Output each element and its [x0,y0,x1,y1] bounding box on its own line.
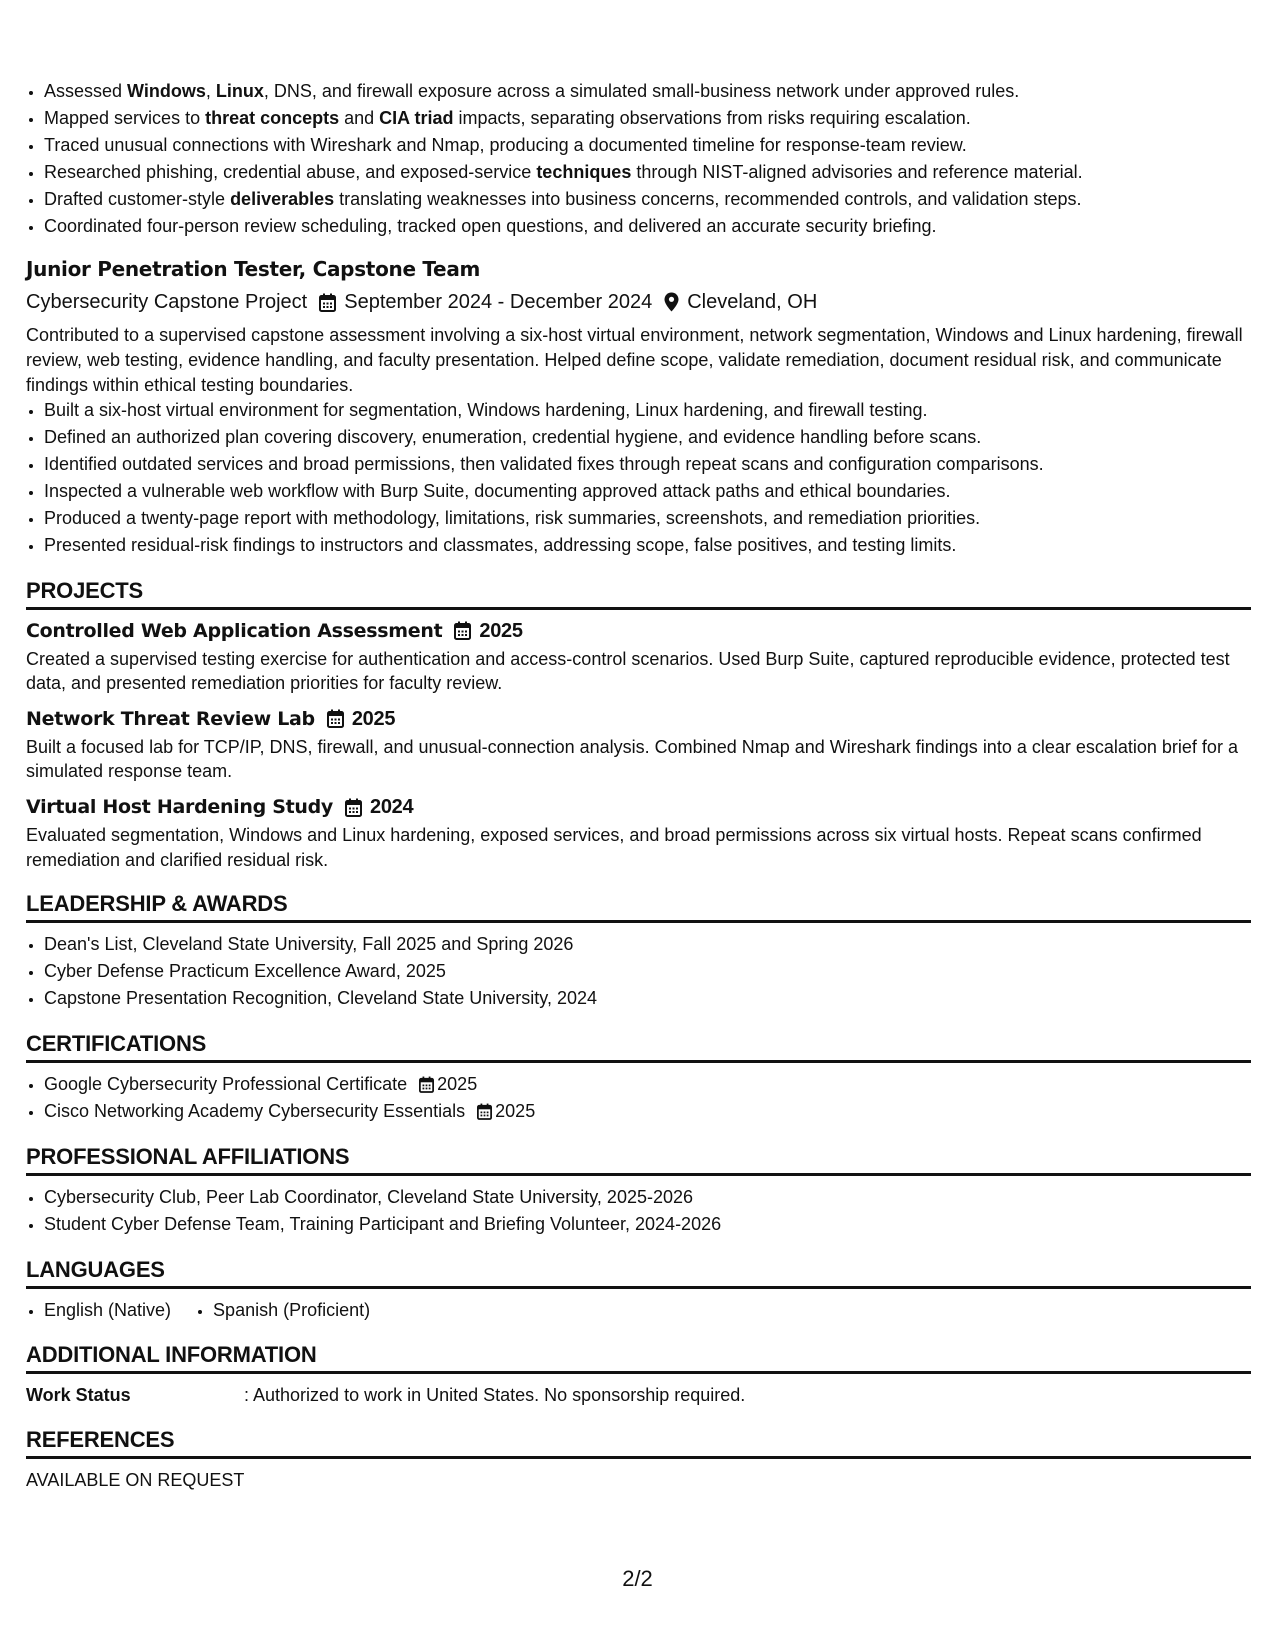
job-bullet: • Inspected a vulnerable web workflow with Burp Suite, documenting approved attack paths and ethical boundaries. [44,478,1251,505]
project-header [26,618,1251,644]
certification-item [44,1071,1251,1098]
bullet-text: Coordinated four-person review scheduling, tracked open questions, and delivered an accurate security briefing. [44,215,937,236]
job-organization: Cybersecurity Capstone Project [26,291,308,314]
calendar-icon [345,798,362,817]
languages-list [26,1297,1251,1324]
projects-list [26,618,1251,873]
bullet-text: Researched phishing, credential abuse, and exposed-service [44,161,537,182]
bullet-text: impacts, separating observations from risks requiring escalation. [453,107,971,128]
award-item: • Capstone Presentation Recognition, Cleveland State University, 2024 [44,985,1251,1012]
references-heading: REFERENCES [26,1426,1251,1459]
project-year: 2025 [351,707,396,730]
references-text: AVAILABLE ON REQUEST [26,1470,245,1491]
project-item [26,706,1251,784]
bullet-text: through NIST-aligned advisories and reference material. [631,161,1083,182]
job-summary: Contributed to a supervised capstone assessment involving a six-host virtual environment, network segmentation, Windows and Linux hardening, firewall review, web testing, evidence handling, and faculty presentation. Helped define scope, validate remediation, document residual risk, and communicate findings within ethical testing boundaries. [26,325,1243,395]
certification-year: 2025 [437,1073,478,1094]
calendar-icon [454,621,471,640]
project-item [26,794,1251,872]
job-meta [26,289,1251,315]
map-pin-icon [664,292,679,312]
job-bullet-list [26,397,1251,558]
bullet-text: , DNS, and firewall exposure across a simulated small-business network under approved rules. [263,81,1020,101]
affiliation-item: • Student Cyber Defense Team, Training Participant and Briefing Volunteer, 2024-2026 [44,1211,1251,1238]
job-bullet: • Defined an authorized plan covering discovery, enumeration, credential hygiene, and evidence handling before scans. [44,424,1251,451]
additional-info-heading: ADDITIONAL INFORMATION [26,1341,1251,1374]
calendar-icon [327,709,344,728]
bullet-text: Mapped services to [44,107,206,128]
language-item: • English (Native) [44,1297,171,1324]
leadership-heading: LEADERSHIP & AWARDS [26,890,1251,923]
bullet-text: Traced unusual connections with Wireshark and Nmap, producing a documented timeline for response-team review. [44,134,967,155]
keyword-text: Windows [127,81,206,101]
languages-heading: LANGUAGES [26,1256,1251,1289]
experience-bullet [44,105,1251,132]
award-item: • Dean's List, Cleveland State University, Fall 2025 and Spring 2026 [44,931,1251,958]
project-item [26,618,1251,696]
project-name: Controlled Web Application Assessment [26,619,443,642]
experience-bullet [44,213,1251,240]
award-item: • Cyber Defense Practicum Excellence Award, 2025 [44,958,1251,985]
keyword-text: deliverables [230,188,335,209]
certification-name: • Google Cybersecurity Professional Certificate [44,1073,408,1094]
language-item: • Spanish (Proficient) [213,1297,370,1324]
bullet-text: Drafted customer-style [44,188,231,209]
affiliations-heading: PROFESSIONAL AFFILIATIONS [26,1143,1251,1176]
project-name: Virtual Host Hardening Study [26,796,334,819]
experience-bullet [44,186,1251,213]
affiliation-item: • Cybersecurity Club, Peer Lab Coordinator, Cleveland State University, 2025-2026 [44,1184,1251,1211]
affiliations-list [26,1184,1251,1238]
work-status-row [26,1382,1251,1408]
job-bullet: • Identified outdated services and broad permissions, then validated fixes through repeat scans and configuration comparisons. [44,451,1251,478]
project-header [26,706,1251,732]
job-bullet: • Produced a twenty-page report with methodology, limitations, risk summaries, screenshots, and remediation priorities. [44,505,1251,532]
work-status-label: Work Status [26,1385,131,1406]
calendar-icon [477,1103,492,1120]
certification-row [44,1071,1251,1098]
experience-bullet [44,132,1251,159]
experience-bullet [44,159,1251,186]
job-title: Junior Penetration Tester, Capstone Team [26,257,481,282]
project-description: Built a focused lab for TCP/IP, DNS, firewall, and unusual-connection analysis. Combined Nmap and Wireshark findings into a clear escalation brief for a simulated response team. [26,736,1238,782]
experience-bullet-list [26,78,1251,239]
project-name: Network Threat Review Lab [26,707,315,730]
job-dates: September 2024 - December 2024 [344,291,653,314]
resume-page [26,78,1251,1493]
certifications-list [26,1071,1251,1125]
leadership-list [26,931,1251,1012]
keyword-text: Linux [215,81,264,101]
experience-bullet [44,78,1251,105]
project-header [26,794,1251,820]
bullet-text: Assessed [44,81,128,101]
project-description: Created a supervised testing exercise for authentication and access-control scenarios. Used Burp Suite, captured reproducible evidence, protected test data, and presented remediation priorities for faculty review. [26,648,1230,694]
job-bullet: • Built a six-host virtual environment for segmentation, Windows hardening, Linux hardening, and firewall testing. [44,397,1251,424]
project-year: 2025 [479,619,523,642]
certification-year: 2025 [495,1100,536,1121]
bullet-text: and [339,107,380,128]
keyword-text: threat concepts [205,107,340,128]
page-number: 2/2 [622,1566,653,1591]
project-year: 2024 [370,796,414,819]
certification-name: • Cisco Networking Academy Cybersecurity Essentials [44,1100,466,1121]
calendar-icon [319,293,336,312]
certification-row [44,1098,1251,1125]
keyword-text: CIA triad [379,107,454,128]
work-status-value: : Authorized to work in United States. No sponsorship required. [244,1385,746,1406]
keyword-text: techniques [536,161,632,182]
job-bullet: • Presented residual-risk findings to instructors and classmates, addressing scope, false positives, and testing limits. [44,532,1251,559]
bullet-text: translating weaknesses into business concerns, recommended controls, and validation steps. [334,188,1082,209]
bullet-text: , [205,81,216,101]
job-location: Cleveland, OH [687,291,818,314]
certification-item [44,1098,1251,1125]
project-description: Evaluated segmentation, Windows and Linux hardening, exposed services, and broad permissions across six virtual hosts. Repeat scans confirmed remediation and clarified residual risk. [26,825,1202,870]
projects-heading: PROJECTS [26,577,1251,610]
certifications-heading: CERTIFICATIONS [26,1030,1251,1063]
calendar-icon [419,1076,434,1093]
